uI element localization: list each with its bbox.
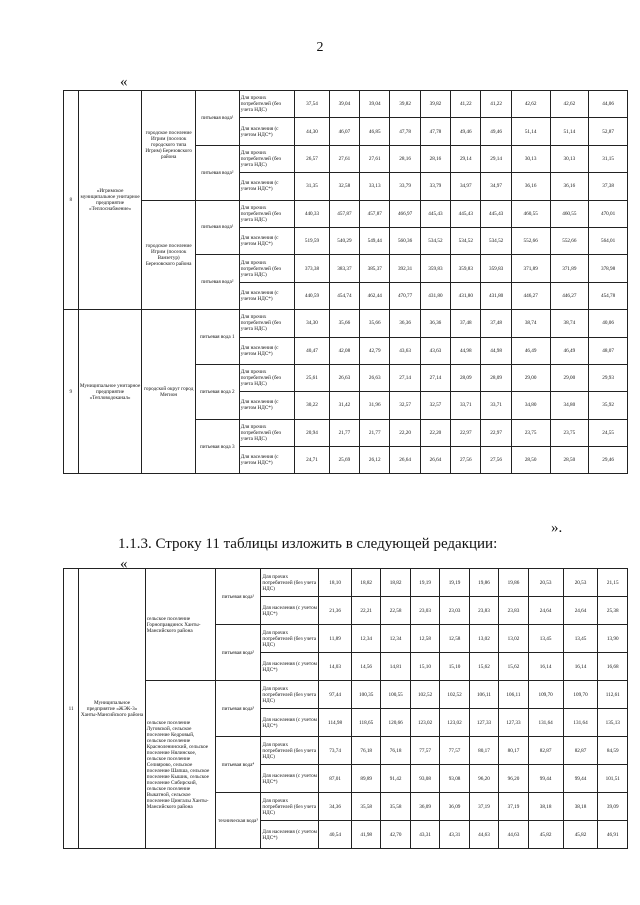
tariff-value: 73,74 (319, 737, 352, 765)
consumer-category: Для населения (с учетом НДС*) (261, 821, 319, 849)
organization-name: «Игримское муниципальное унитарное предприятие «Теплоснабжение» (78, 91, 142, 310)
tariff-value: 44,30 (295, 118, 330, 145)
tariff-value: 131,64 (563, 709, 598, 737)
tariff-value: 38,74 (550, 310, 589, 337)
tariff-value: 378,98 (589, 255, 628, 282)
tariff-value: 552,66 (511, 227, 550, 254)
service-type: питьевая вода² (195, 145, 239, 200)
tariff-value: 371,89 (511, 255, 550, 282)
tariff-value: 44,98 (451, 337, 481, 364)
tariff-value: 32,57 (420, 392, 450, 419)
tariff-value: 37,48 (481, 310, 511, 337)
consumer-category: Для прочих потребителей (без учета НДС) (261, 625, 319, 653)
tariff-value: 38,18 (528, 793, 563, 821)
tariff-value: 21,77 (360, 419, 390, 446)
tariff-value: 454,74 (329, 282, 359, 309)
tariff-value: 42,79 (360, 337, 390, 364)
service-type: питьевая вода¹ (215, 569, 261, 625)
tariff-value: 19,19 (410, 569, 439, 597)
tariff-value: 35,58 (351, 793, 380, 821)
tariff-value: 29,00 (550, 364, 589, 391)
tariff-value: 534,52 (451, 227, 481, 254)
tariff-value: 37,54 (295, 91, 330, 118)
settlement-name: городской округ город Мегион (142, 310, 195, 474)
tariff-value: 460,55 (511, 200, 550, 227)
tariff-value: 28,50 (511, 447, 550, 474)
tariff-value: 445,43 (420, 200, 450, 227)
tariff-value: 34,30 (295, 310, 330, 337)
tariff-value: 39,09 (598, 793, 628, 821)
tariff-value: 91,42 (381, 765, 410, 793)
tariff-value: 38,74 (511, 310, 550, 337)
tariff-value: 27,56 (451, 447, 481, 474)
tariff-value: 31,35 (295, 173, 330, 200)
tariff-value: 359,83 (481, 255, 511, 282)
tariff-value: 41,22 (481, 91, 511, 118)
tariff-value: 392,31 (390, 255, 420, 282)
tariff-value: 27,61 (329, 145, 359, 172)
tariff-value: 46,91 (598, 821, 628, 849)
tariff-value: 87,01 (319, 765, 352, 793)
tariff-value: 123,02 (410, 709, 439, 737)
tariff-value: 454,78 (589, 282, 628, 309)
tariff-value: 77,57 (410, 737, 439, 765)
tariff-value: 109,70 (528, 681, 563, 709)
tariff-value: 42,70 (381, 821, 410, 849)
tariff-value: 97,44 (319, 681, 352, 709)
tariff-value: 102,52 (440, 681, 469, 709)
tariff-value: 29,00 (511, 364, 550, 391)
tariff-value: 23,03 (440, 597, 469, 625)
consumer-category: Для прочих потребителей (без учета НДС) (239, 200, 294, 227)
row-number: 9 (64, 310, 79, 474)
consumer-category: Для населения (с учетом НДС*) (239, 392, 294, 419)
tariff-value: 27,14 (420, 364, 450, 391)
consumer-category: Для населения (с учетом НДС*) (239, 447, 294, 474)
tariff-value: 440,59 (295, 282, 330, 309)
tariff-value: 359,83 (420, 255, 450, 282)
tariff-value: 23,83 (469, 597, 498, 625)
tariff-value: 30,22 (295, 392, 330, 419)
tariff-value: 36,16 (550, 173, 589, 200)
tariff-value: 19,86 (469, 569, 498, 597)
tariff-value: 40,54 (319, 821, 352, 849)
tariff-value: 34,80 (511, 392, 550, 419)
tariff-value: 35,66 (329, 310, 359, 337)
table-row (64, 569, 628, 597)
tariff-value: 26,63 (360, 364, 390, 391)
tariff-value: 47,78 (420, 118, 450, 145)
tariff-value: 41,98 (351, 821, 380, 849)
consumer-category: Для прочих потребителей (без учета НДС) (261, 737, 319, 765)
settlement-name: сельское поселение Горноправдинск Ханты-Мансийского района (145, 569, 215, 681)
tariff-value: 33,79 (420, 173, 450, 200)
tariff-value: 19,19 (440, 569, 469, 597)
tariff-value: 76,18 (381, 737, 410, 765)
tariff-value: 359,83 (451, 255, 481, 282)
tariff-value: 26,63 (329, 364, 359, 391)
tariff-value: 52,87 (589, 118, 628, 145)
tariff-value: 534,52 (481, 227, 511, 254)
tariff-value: 564,01 (589, 227, 628, 254)
tariff-value: 33,13 (360, 173, 390, 200)
tariff-value: 385,37 (360, 255, 390, 282)
service-type: питьевая вода 1 (195, 310, 239, 365)
table-row (64, 91, 628, 118)
tariff-value: 446,27 (511, 282, 550, 309)
tariff-value: 21,36 (319, 597, 352, 625)
consumer-category: Для населения (с учетом НДС*) (261, 653, 319, 681)
settlement-name: городское поселение Игрим (поселок городского типа Игрим) Березовского района (142, 91, 195, 201)
tariff-value: 39,82 (420, 91, 450, 118)
tariff-value: 37,19 (469, 793, 498, 821)
tariff-value: 33,71 (481, 392, 511, 419)
service-type: питьевая вода² (195, 255, 239, 310)
tariff-value: 371,89 (550, 255, 589, 282)
tariff-value: 11,89 (319, 625, 352, 653)
tariff-value: 82,87 (528, 737, 563, 765)
tariff-value: 470,77 (390, 282, 420, 309)
tariff-value: 42,62 (511, 91, 550, 118)
tariff-value: 34,97 (481, 173, 511, 200)
tariff-value: 44,63 (499, 821, 528, 849)
tariff-value: 28,09 (451, 364, 481, 391)
service-type: питьевая вода¹ (195, 200, 239, 255)
tariff-value: 13,45 (563, 625, 598, 653)
tariff-value: 12,58 (440, 625, 469, 653)
tariff-value: 42,62 (550, 91, 589, 118)
consumer-category: Для прочих потребителей (без учета НДС) (261, 793, 319, 821)
tariff-value: 93,08 (410, 765, 439, 793)
tariff-value: 35,58 (381, 793, 410, 821)
tariff-value: 42,08 (329, 337, 359, 364)
tariff-value: 29,14 (451, 145, 481, 172)
tariff-value: 30,13 (550, 145, 589, 172)
tariff-value: 34,80 (550, 392, 589, 419)
tariff-value: 39,04 (360, 91, 390, 118)
tariff-value: 26,64 (390, 447, 420, 474)
service-type: питьевая вода 2 (195, 364, 239, 419)
tariff-value: 22,58 (381, 597, 410, 625)
tariff-value: 19,86 (499, 569, 528, 597)
tariff-value: 43,63 (420, 337, 450, 364)
tariff-value: 131,64 (528, 709, 563, 737)
tariff-value: 33,79 (390, 173, 420, 200)
tariff-value: 16,14 (528, 653, 563, 681)
tariff-value: 46,49 (511, 337, 550, 364)
tariff-value: 28,16 (420, 145, 450, 172)
tariff-value: 460,55 (550, 200, 589, 227)
consumer-category: Для населения (с учетом НДС*) (239, 118, 294, 145)
tariff-value: 431,80 (481, 282, 511, 309)
tariff-value: 25,69 (329, 447, 359, 474)
tariff-value: 31,96 (360, 392, 390, 419)
tariff-value: 80,17 (499, 737, 528, 765)
tariff-value: 45,82 (563, 821, 598, 849)
tariff-value: 77,57 (440, 737, 469, 765)
tariff-value: 18,82 (381, 569, 410, 597)
tariff-value: 24,71 (295, 447, 330, 474)
tariff-value: 15,62 (469, 653, 498, 681)
tariff-value: 47,78 (390, 118, 420, 145)
tariff-value: 552,66 (550, 227, 589, 254)
tariff-value: 51,14 (511, 118, 550, 145)
tariff-value: 38,18 (563, 793, 598, 821)
tariff-value: 43,31 (440, 821, 469, 849)
tariff-value: 12,58 (410, 625, 439, 653)
tariff-value: 24,55 (589, 419, 628, 446)
section-heading: 1.1.3. Строку 11 таблицы изложить в следующей редакции: (118, 536, 498, 552)
tariff-value: 51,14 (550, 118, 589, 145)
tariff-value: 36,09 (440, 793, 469, 821)
tariff-value: 457,87 (360, 200, 390, 227)
tariff-value: 31,42 (329, 392, 359, 419)
tariff-value: 29,14 (481, 145, 511, 172)
tariff-value: 37,38 (589, 173, 628, 200)
service-type: питьевая вода⁴ (215, 737, 261, 793)
tariff-value: 101,51 (598, 765, 628, 793)
tariff-value: 100,35 (351, 681, 380, 709)
tariff-value: 13,02 (499, 625, 528, 653)
consumer-category: Для прочих потребителей (без учета НДС) (239, 364, 294, 391)
tariff-value: 21,77 (329, 419, 359, 446)
tariff-value: 15,10 (410, 653, 439, 681)
tariff-value: 446,27 (550, 282, 589, 309)
consumer-category: Для населения (с учетом НДС*) (239, 173, 294, 200)
tariff-value: 99,44 (528, 765, 563, 793)
tariff-value: 46,07 (329, 118, 359, 145)
tariff-value: 534,52 (420, 227, 450, 254)
tariff-value: 28,16 (390, 145, 420, 172)
tariff-value: 39,04 (329, 91, 359, 118)
tariff-value: 35,92 (589, 392, 628, 419)
tariff-value: 32,58 (329, 173, 359, 200)
tariff-value: 18,10 (319, 569, 352, 597)
tariff-value: 127,33 (469, 709, 498, 737)
tariff-value: 15,62 (499, 653, 528, 681)
tariff-value: 21,15 (598, 569, 628, 597)
tariff-value: 106,11 (469, 681, 498, 709)
tariff-value: 22,20 (420, 419, 450, 446)
tariff-value: 127,33 (499, 709, 528, 737)
tariff-value: 76,18 (351, 737, 380, 765)
tariff-value: 27,56 (481, 447, 511, 474)
tariff-value: 112,61 (598, 681, 628, 709)
tariff-value: 28,50 (550, 447, 589, 474)
table-row (64, 310, 628, 337)
tariff-value: 34,36 (319, 793, 352, 821)
tariff-value: 32,57 (390, 392, 420, 419)
tariff-value: 36,36 (420, 310, 450, 337)
tariff-value: 383,37 (329, 255, 359, 282)
tariff-value: 43,31 (410, 821, 439, 849)
tariff-value: 25,38 (598, 597, 628, 625)
tariff-value: 44,06 (589, 91, 628, 118)
tariff-table-row-11 (63, 568, 628, 849)
row-number: 11 (64, 569, 79, 849)
settlement-name: городское поселение Игрим (поселок Ванзетур) Березовского района (142, 200, 195, 310)
tariff-value: 89,89 (351, 765, 380, 793)
tariff-value: 24,64 (563, 597, 598, 625)
tariff-value: 23,75 (550, 419, 589, 446)
tariff-value: 14,81 (381, 653, 410, 681)
service-type: питьевая вода 3 (195, 419, 239, 474)
tariff-value: 16,68 (598, 653, 628, 681)
tariff-value: 93,08 (440, 765, 469, 793)
tariff-value: 46,49 (550, 337, 589, 364)
tariff-value: 82,87 (563, 737, 598, 765)
tariff-value: 106,11 (499, 681, 528, 709)
table-row (64, 200, 628, 227)
tariff-value: 23,03 (410, 597, 439, 625)
tariff-value: 22,97 (481, 419, 511, 446)
tariff-value: 41,22 (451, 91, 481, 118)
tariff-value: 431,80 (420, 282, 450, 309)
tariff-value: 96,20 (499, 765, 528, 793)
tariff-value: 440,33 (295, 200, 330, 227)
tariff-value: 23,83 (499, 597, 528, 625)
tariff-value: 31,15 (589, 145, 628, 172)
service-type: питьевая вода² (215, 625, 261, 681)
tariff-value: 560,36 (390, 227, 420, 254)
tariff-value: 40,47 (295, 337, 330, 364)
tariff-value: 549,44 (360, 227, 390, 254)
page-number: 2 (316, 40, 324, 55)
tariff-value: 40,06 (589, 310, 628, 337)
consumer-category: Для населения (с учетом НДС*) (239, 227, 294, 254)
table-row (64, 681, 628, 709)
tariff-value: 34,97 (451, 173, 481, 200)
tariff-value: 49,46 (481, 118, 511, 145)
tariff-value: 36,16 (511, 173, 550, 200)
tariff-value: 28,09 (481, 364, 511, 391)
tariff-value: 445,43 (481, 200, 511, 227)
tariff-value: 13,02 (469, 625, 498, 653)
consumer-category: Для населения (с учетом НДС*) (239, 282, 294, 309)
tariff-value: 13,90 (598, 625, 628, 653)
open-quote-2: « (120, 556, 128, 572)
tariff-value: 13,45 (528, 625, 563, 653)
consumer-category: Для населения (с учетом НДС*) (261, 709, 319, 737)
tariff-value: 48,07 (589, 337, 628, 364)
consumer-category: Для прочих потребителей (без учета НДС) (239, 91, 294, 118)
tariff-value: 123,02 (440, 709, 469, 737)
tariff-value: 118,65 (351, 709, 380, 737)
tariff-value: 29,46 (589, 447, 628, 474)
tariff-value: 44,98 (481, 337, 511, 364)
tariff-value: 462,44 (360, 282, 390, 309)
tariff-value: 23,75 (511, 419, 550, 446)
close-quote: ». (551, 520, 563, 536)
consumer-category: Для прочих потребителей (без учета НДС) (239, 255, 294, 282)
tariff-value: 39,82 (390, 91, 420, 118)
tariff-value: 18,82 (351, 569, 380, 597)
service-type: техническая вода³ (215, 793, 261, 849)
consumer-category: Для прочих потребителей (без учета НДС) (239, 145, 294, 172)
tariff-value: 12,34 (351, 625, 380, 653)
organization-name: Муниципальное предприятие «ЖЭК-3» Ханты-Мансийского района (79, 569, 146, 849)
tariff-value: 26,12 (360, 447, 390, 474)
tariff-value: 27,14 (390, 364, 420, 391)
tariff-value: 26,57 (295, 145, 330, 172)
tariff-value: 24,64 (528, 597, 563, 625)
tariff-value: 20,53 (528, 569, 563, 597)
tariff-value: 33,71 (451, 392, 481, 419)
tariff-value: 80,17 (469, 737, 498, 765)
tariff-value: 36,09 (410, 793, 439, 821)
consumer-category: Для населения (с учетом НДС*) (261, 765, 319, 793)
consumer-category: Для прочих потребителей (без учета НДС) (261, 569, 319, 597)
tariff-value: 114,98 (319, 709, 352, 737)
tariff-value: 20,53 (563, 569, 598, 597)
tariff-value: 470,01 (589, 200, 628, 227)
consumer-category: Для населения (с учетом НДС*) (239, 337, 294, 364)
tariff-value: 14,03 (319, 653, 352, 681)
tariff-value: 120,66 (381, 709, 410, 737)
organization-name: Муниципальное унитарное предприятие «Тепловодоканал» (78, 310, 142, 474)
consumer-category: Для прочих потребителей (без учета НДС) (239, 310, 294, 337)
tariff-value: 27,61 (360, 145, 390, 172)
settlement-name: сельское поселение Луговской, сельское поселение Кедровый, сельское поселение Красноленинский, сельское поселение Нялинское, сельское поселение Селиярово, сельское поселение Шапша, сельское поселение Кышик, сельское поселение Сибирский, сельское поселение Выкатной, сельское поселение Цингалы Ханты-Мансийского района (145, 681, 215, 849)
tariff-value: 96,20 (469, 765, 498, 793)
consumer-category: Для населения (с учетом НДС*) (261, 597, 319, 625)
tariff-value: 14,56 (351, 653, 380, 681)
tariff-value: 26,64 (420, 447, 450, 474)
tariff-value: 35,66 (360, 310, 390, 337)
tariff-value: 22,21 (351, 597, 380, 625)
consumer-category: Для прочих потребителей (без учета НДС) (239, 419, 294, 446)
tariff-value: 15,10 (440, 653, 469, 681)
tariff-value: 37,19 (499, 793, 528, 821)
tariff-value: 25,61 (295, 364, 330, 391)
tariff-value: 431,80 (451, 282, 481, 309)
tariff-value: 540,29 (329, 227, 359, 254)
tariff-value: 109,70 (563, 681, 598, 709)
tariff-value: 99,44 (563, 765, 598, 793)
tariff-value: 46,85 (360, 118, 390, 145)
tariff-value: 22,97 (451, 419, 481, 446)
tariff-value: 16,14 (563, 653, 598, 681)
tariff-value: 373,38 (295, 255, 330, 282)
service-type: питьевая вода³ (215, 681, 261, 737)
open-quote: « (120, 74, 128, 90)
tariff-value: 36,36 (390, 310, 420, 337)
tariff-value: 12,34 (381, 625, 410, 653)
tariff-value: 43,63 (390, 337, 420, 364)
row-number: 8 (64, 91, 79, 310)
tariff-value: 45,82 (528, 821, 563, 849)
tariff-value: 29,93 (589, 364, 628, 391)
tariff-value: 100,55 (381, 681, 410, 709)
tariff-value: 466,97 (390, 200, 420, 227)
tariff-value: 135,13 (598, 709, 628, 737)
service-type: питьевая вода¹ (195, 91, 239, 146)
tariff-value: 445,43 (451, 200, 481, 227)
tariff-value: 22,20 (390, 419, 420, 446)
tariff-value: 457,87 (329, 200, 359, 227)
tariff-value: 30,13 (511, 145, 550, 172)
tariff-value: 49,46 (451, 118, 481, 145)
consumer-category: Для прочих потребителей (без учета НДС) (261, 681, 319, 709)
tariff-value: 519,59 (295, 227, 330, 254)
tariff-value: 20,94 (295, 419, 330, 446)
tariff-value: 37,48 (451, 310, 481, 337)
tariff-value: 102,52 (410, 681, 439, 709)
tariff-value: 84,59 (598, 737, 628, 765)
tariff-value: 44,63 (469, 821, 498, 849)
tariff-table-rows-8-9 (63, 90, 628, 474)
